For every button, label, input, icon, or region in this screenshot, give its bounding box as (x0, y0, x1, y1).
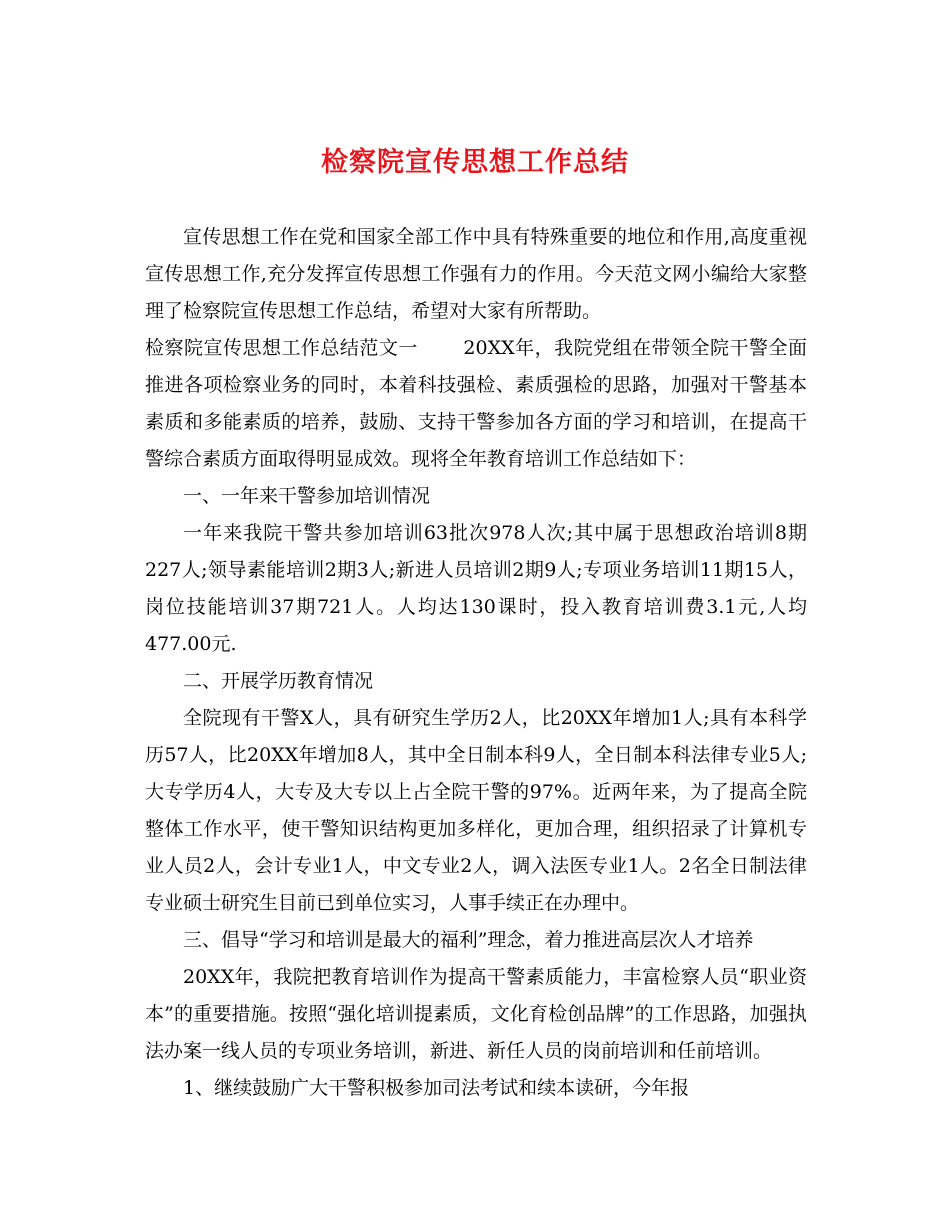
paragraph: 20XX年，我院把教育培训作为提高干警素质能力，丰富检察人员“职业资本”的重要措施。按照“强化培训提素质，文化育检创品牌”的工作思路，加强执法办案一线人员的专项业务培训，新进、新任人员的岗前培训和任前培训。 (145, 966, 807, 1062)
document-title: 检察院宣传思想工作总结 (321, 147, 629, 178)
paragraph: 二、开展学历教育情况 (183, 670, 374, 692)
paragraph: 检察院宣传思想工作总结范文一 20XX年，我院党组在带领全院干警全面推进各项检察业务的同时，本着科技强检、素质强检的思路，加强对干警基本素质和多能素质的培养，鼓励、支持干警参加各方面的学习和培训，在提高干警综合素质方面取得明显成效。现将全年教育培训工作总结如下： (145, 337, 807, 470)
document-body (145, 219, 807, 1107)
paragraph: 全院现有干警X人，具有研究生学历2人，比20XX年增加1人;具有本科学历57人，比20XX年增加8人，其中全日制本科9人，全日制本科法律专业5人;大专学历4人，大专及大专以上占全院干警的97%。近两年来，为了提高全院整体工作水平，使干警知识结构更加多样化，更加合理，组织招录了计算机专业人员2人，会计专业1人，中文专业2人，调入法医专业1人。2名全日制法律专业硕士研究生目前已到单位实习，人事手续正在办理中。 (145, 707, 807, 914)
paragraph: 一年来我院干警共参加培训63批次978人次;其中属于思想政治培训8期227人;领导素能培训2期3人;新进人员培训2期9人;专项业务培训11期15人，岗位技能培训37期721人。人均达130课时，投入教育培训费3.1元,人均477.00元. (145, 522, 807, 655)
paragraph: 宣传思想工作在党和国家全部工作中具有特殊重要的地位和作用,高度重视宣传思想工作,充分发挥宣传思想工作强有力的作用。今天范文网小编给大家整理了检察院宣传思想工作总结，希望对大家有所帮助。 (145, 226, 807, 322)
paragraph: 三、倡导“学习和培训是最大的福利”理念，着力推进高层次人才培养 (183, 929, 754, 951)
paragraph: 一、一年来干警参加培训情况 (183, 485, 431, 507)
paragraph: 1、继续鼓励广大干警积极参加司法考试和续本读研，今年报 (183, 1077, 690, 1099)
